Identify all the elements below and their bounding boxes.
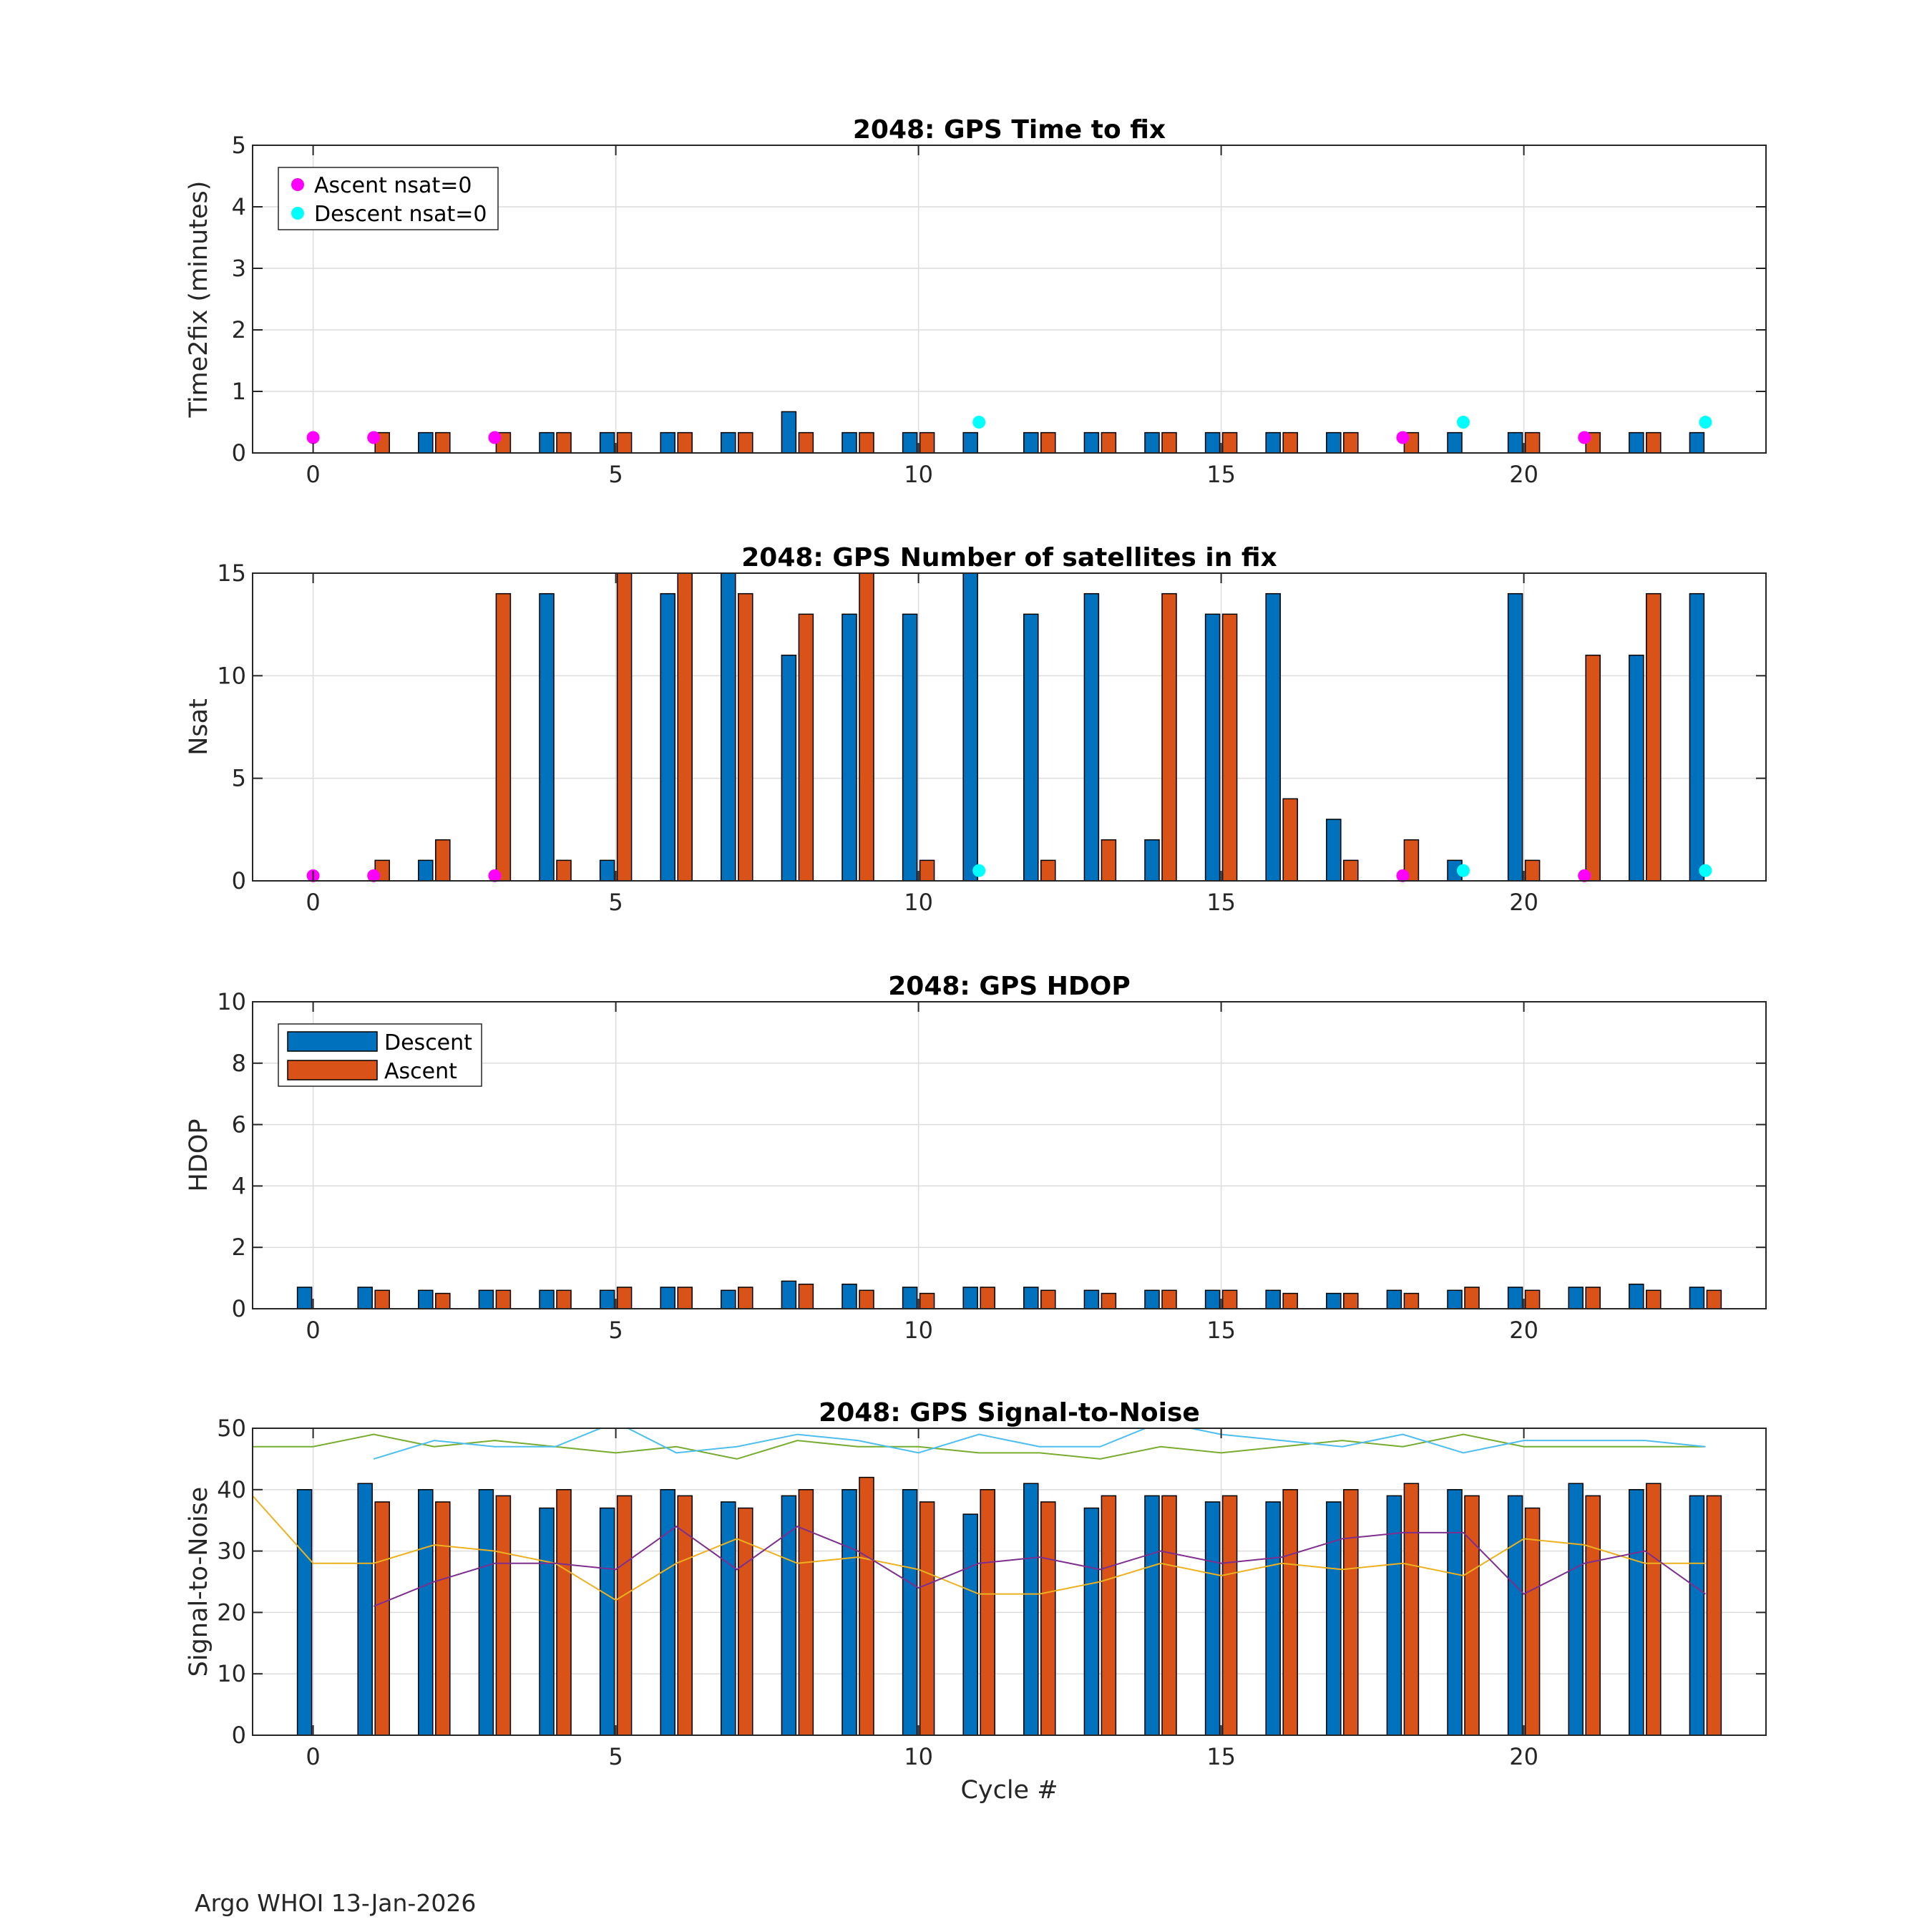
- descent-bar: [1689, 433, 1704, 453]
- ascent-bar: [1707, 1290, 1721, 1309]
- ascent-bar: [1283, 1490, 1297, 1735]
- descent-bar: [1206, 1502, 1220, 1735]
- descent-bar: [842, 1284, 857, 1309]
- descent-bar: [1084, 433, 1098, 453]
- descent-bar: [903, 1287, 917, 1309]
- y-tick-label: 40: [217, 1475, 246, 1503]
- ascent-bar: [859, 433, 874, 453]
- descent-bar: [1024, 1287, 1038, 1309]
- descent-bar: [963, 433, 977, 453]
- descent-bar: [1266, 1502, 1280, 1735]
- x-tick-label: 20: [1509, 1743, 1538, 1770]
- ascent-bar: [1646, 1290, 1661, 1309]
- descent-bar: [479, 1290, 493, 1309]
- descent-bar: [660, 594, 675, 881]
- ascent-bar: [496, 1290, 510, 1309]
- descent-bar: [600, 1290, 615, 1309]
- plot-area: [253, 573, 1766, 881]
- ascent-bar: [436, 840, 450, 881]
- ascent-bar: [1404, 1294, 1418, 1309]
- ascent-bar: [1162, 1496, 1176, 1735]
- x-tick-label: 10: [904, 1317, 933, 1344]
- ascent-bar: [1344, 1294, 1358, 1309]
- ascent-bar: [1041, 860, 1055, 881]
- descent-bar: [358, 1287, 372, 1309]
- y-tick-label: 10: [217, 1660, 246, 1688]
- ascent-bar: [1526, 1508, 1540, 1735]
- descent-bar: [1145, 1290, 1159, 1309]
- descent-bar: [600, 433, 615, 453]
- y-tick-label: 5: [231, 764, 246, 792]
- y-tick-label: 4: [231, 1172, 246, 1200]
- descent-bar: [781, 411, 796, 453]
- ascent-bar: [799, 1490, 813, 1735]
- y-tick-label: 5: [231, 132, 246, 159]
- ascent-bar: [1646, 433, 1661, 453]
- ascent-bar: [375, 1290, 389, 1309]
- x-tick-label: 5: [608, 461, 623, 488]
- descent-bar: [903, 433, 917, 453]
- descent-bar: [358, 1483, 372, 1735]
- chart-title: 2048: GPS Number of satellites in fix: [741, 543, 1277, 572]
- legend-label: Descent nsat=0: [314, 202, 487, 227]
- y-tick-label: 3: [231, 255, 246, 282]
- ascent-bar: [799, 614, 813, 881]
- y-tick-label: 2: [231, 316, 246, 343]
- descent-bar: [903, 614, 917, 881]
- ascent-bar: [859, 1290, 874, 1309]
- ascent-bar: [1586, 1287, 1600, 1309]
- descent-bar: [1266, 1290, 1280, 1309]
- descent-bar: [1206, 614, 1220, 881]
- descent-bar: [419, 860, 433, 881]
- y-tick-label: 2: [231, 1234, 246, 1262]
- ascent-bar: [1223, 433, 1237, 453]
- descent-bar: [1568, 1483, 1583, 1735]
- descent-bar: [1508, 433, 1523, 453]
- descent-bar: [963, 573, 977, 881]
- y-tick-label: 4: [231, 193, 246, 220]
- ascent-bar: [1101, 1294, 1116, 1309]
- ascent-bar: [678, 433, 692, 453]
- descent-bar: [419, 433, 433, 453]
- descent-bar: [660, 433, 675, 453]
- ascent-nsat0-marker: [307, 431, 320, 444]
- x-tick-label: 5: [608, 1317, 623, 1344]
- ascent-bar: [738, 1287, 753, 1309]
- y-tick-label: 0: [231, 867, 246, 894]
- x-tick-label: 10: [904, 889, 933, 916]
- ascent-bar: [920, 1294, 935, 1309]
- nsat-panel: [185, 543, 1766, 916]
- descent-nsat0-marker: [1457, 416, 1470, 429]
- descent-bar: [298, 1490, 312, 1735]
- legend-label: Descent: [384, 1030, 472, 1055]
- descent-bar: [781, 655, 796, 881]
- ascent-bar: [678, 573, 692, 881]
- ascent-bar: [1526, 860, 1540, 881]
- ascent-bar: [1101, 1496, 1116, 1735]
- x-tick-label: 15: [1206, 1317, 1236, 1344]
- descent-bar: [419, 1490, 433, 1735]
- ascent-bar: [1646, 594, 1661, 881]
- legend-ascent-nsat0-marker: [291, 178, 304, 191]
- ascent-bar: [1283, 433, 1297, 453]
- ascent-bar: [436, 1502, 450, 1735]
- chart-title: 2048: GPS Signal-to-Noise: [819, 1398, 1200, 1428]
- descent-bar: [842, 433, 857, 453]
- ascent-bar: [1526, 433, 1540, 453]
- ascent-bar: [920, 433, 935, 453]
- y-tick-label: 10: [217, 988, 246, 1015]
- descent-bar: [1689, 594, 1704, 881]
- descent-bar: [963, 1514, 977, 1735]
- x-tick-label: 15: [1206, 1743, 1236, 1770]
- descent-bar: [1508, 1287, 1523, 1309]
- ascent-bar: [557, 1290, 571, 1309]
- descent-bar: [660, 1287, 675, 1309]
- x-tick-label: 0: [306, 461, 321, 488]
- ascent-bar: [436, 1294, 450, 1309]
- x-tick-label: 20: [1509, 889, 1538, 916]
- legend-label: Ascent nsat=0: [314, 173, 472, 198]
- ascent-bar: [557, 433, 571, 453]
- descent-bar: [721, 1502, 736, 1735]
- y-tick-label: 30: [217, 1537, 246, 1565]
- ascent-bar: [799, 433, 813, 453]
- x-tick-label: 0: [306, 1317, 321, 1344]
- descent-nsat0-marker: [972, 416, 985, 429]
- ascent-bar: [1162, 433, 1176, 453]
- descent-bar: [1629, 1490, 1644, 1735]
- x-tick-label: 15: [1206, 461, 1236, 488]
- descent-bar: [721, 1290, 736, 1309]
- time-to-fix-panel: [185, 115, 1766, 488]
- x-tick-label: 0: [306, 889, 321, 916]
- y-tick-label: 15: [217, 560, 246, 587]
- y-tick-label: 6: [231, 1111, 246, 1138]
- ascent-bar: [1344, 433, 1358, 453]
- descent-bar: [842, 614, 857, 881]
- descent-bar: [1266, 594, 1280, 881]
- y-tick-label: 50: [217, 1415, 246, 1442]
- descent-bar: [1084, 1508, 1098, 1735]
- descent-bar: [1387, 1496, 1401, 1735]
- x-tick-label: 10: [904, 461, 933, 488]
- ascent-bar: [1344, 1490, 1358, 1735]
- descent-bar: [963, 1287, 977, 1309]
- legend-descent-nsat0-marker: [291, 207, 304, 220]
- descent-bar: [1327, 819, 1341, 881]
- ascent-bar: [678, 1287, 692, 1309]
- ascent-bar: [1101, 433, 1116, 453]
- x-tick-label: 0: [306, 1743, 321, 1770]
- ascent-bar: [618, 573, 632, 881]
- descent-bar: [1689, 1496, 1704, 1735]
- ascent-bar: [1586, 655, 1600, 881]
- ascent-bar: [859, 1478, 874, 1735]
- chart-title: 2048: GPS Time to fix: [852, 115, 1166, 145]
- descent-bar: [540, 433, 554, 453]
- ascent-bar: [738, 433, 753, 453]
- y-axis-label: Time2fix (minutes): [185, 180, 213, 418]
- ascent-bar: [799, 1284, 813, 1309]
- descent-bar: [1448, 433, 1462, 453]
- descent-bar: [1629, 433, 1644, 453]
- ascent-bar: [1526, 1290, 1540, 1309]
- legend: [278, 167, 498, 230]
- ascent-bar: [436, 433, 450, 453]
- ascent-bar: [496, 1496, 510, 1735]
- descent-bar: [1327, 1294, 1341, 1309]
- x-tick-label: 20: [1509, 461, 1538, 488]
- descent-bar: [1448, 1290, 1462, 1309]
- descent-bar: [1084, 1290, 1098, 1309]
- descent-bar: [540, 1290, 554, 1309]
- ascent-bar: [1404, 1483, 1418, 1735]
- descent-bar: [660, 1490, 675, 1735]
- ascent-bar: [738, 594, 753, 881]
- ascent-nsat0-marker: [488, 431, 501, 444]
- ascent-bar: [1344, 860, 1358, 881]
- ascent-bar: [1041, 1290, 1055, 1309]
- descent-bar: [1629, 655, 1644, 881]
- descent-bar: [1448, 1490, 1462, 1735]
- descent-bar: [1145, 1496, 1159, 1735]
- y-tick-label: 1: [231, 378, 246, 405]
- ascent-bar: [920, 860, 935, 881]
- descent-bar: [1508, 594, 1523, 881]
- descent-bar: [1327, 433, 1341, 453]
- snr-panel: [185, 1398, 1766, 1805]
- descent-bar: [540, 594, 554, 881]
- y-tick-label: 10: [217, 662, 246, 690]
- x-tick-label: 20: [1509, 1317, 1538, 1344]
- descent-bar: [419, 1290, 433, 1309]
- ascent-bar: [1223, 1290, 1237, 1309]
- ascent-bar: [1283, 1294, 1297, 1309]
- x-tick-label: 10: [904, 1743, 933, 1770]
- descent-bar: [1327, 1502, 1341, 1735]
- ascent-nsat0-marker: [1396, 431, 1409, 444]
- ascent-bar: [1041, 1502, 1055, 1735]
- ascent-bar: [1041, 433, 1055, 453]
- y-axis-label: Signal-to-Noise: [185, 1486, 213, 1677]
- ascent-bar: [1465, 1287, 1479, 1309]
- descent-bar: [1266, 433, 1280, 453]
- y-tick-label: 0: [231, 439, 246, 467]
- descent-bar: [1024, 1483, 1038, 1735]
- x-tick-label: 15: [1206, 889, 1236, 916]
- descent-bar: [781, 1281, 796, 1309]
- descent-nsat0-marker: [1699, 416, 1712, 429]
- descent-nsat0-marker: [1699, 864, 1712, 877]
- legend: [278, 1024, 482, 1086]
- descent-bar: [600, 1508, 615, 1735]
- descent-bar: [1629, 1284, 1644, 1309]
- y-tick-label: 20: [217, 1599, 246, 1626]
- legend-ascent-swatch: [288, 1060, 377, 1080]
- footer-text: Argo WHOI 13-Jan-2026: [195, 1889, 477, 1917]
- ascent-bar: [618, 433, 632, 453]
- ascent-bar: [1162, 594, 1176, 881]
- descent-bar: [1508, 1496, 1523, 1735]
- descent-bar: [1024, 614, 1038, 881]
- ascent-bar: [920, 1502, 935, 1735]
- descent-bar: [1689, 1287, 1704, 1309]
- ascent-nsat0-marker: [367, 431, 380, 444]
- descent-bar: [903, 1490, 917, 1735]
- ascent-bar: [496, 594, 510, 881]
- y-tick-label: 0: [231, 1722, 246, 1749]
- ascent-bar: [1162, 1290, 1176, 1309]
- descent-nsat0-marker: [972, 864, 985, 877]
- descent-bar: [1145, 433, 1159, 453]
- descent-bar: [1387, 1290, 1401, 1309]
- y-axis-label: HDOP: [185, 1118, 213, 1192]
- ascent-bar: [375, 1502, 389, 1735]
- ascent-bar: [1223, 1496, 1237, 1735]
- x-tick-label: 5: [608, 1743, 623, 1770]
- descent-bar: [600, 860, 615, 881]
- descent-bar: [1568, 1287, 1583, 1309]
- x-tick-label: 5: [608, 889, 623, 916]
- ascent-bar: [1586, 1496, 1600, 1735]
- ascent-bar: [1101, 840, 1116, 881]
- descent-bar: [1145, 840, 1159, 881]
- ascent-bar: [618, 1496, 632, 1735]
- descent-bar: [1024, 433, 1038, 453]
- legend-label: Ascent: [384, 1059, 457, 1084]
- descent-bar: [1206, 433, 1220, 453]
- descent-bar: [1084, 594, 1098, 881]
- chart-title: 2048: GPS HDOP: [888, 972, 1131, 1001]
- descent-bar: [479, 1490, 493, 1735]
- descent-bar: [1206, 1290, 1220, 1309]
- y-axis-label: Nsat: [185, 698, 213, 756]
- ascent-bar: [980, 1287, 995, 1309]
- descent-bar: [842, 1490, 857, 1735]
- hdop-panel: [185, 972, 1766, 1344]
- ascent-bar: [1223, 614, 1237, 881]
- y-tick-label: 0: [231, 1295, 246, 1322]
- ascent-bar: [1465, 1496, 1479, 1735]
- ascent-bar: [859, 573, 874, 881]
- ascent-bar: [557, 1490, 571, 1735]
- ascent-bar: [1707, 1496, 1721, 1735]
- descent-bar: [721, 433, 736, 453]
- ascent-bar: [618, 1287, 632, 1309]
- ascent-bar: [1646, 1483, 1661, 1735]
- ascent-bar: [557, 860, 571, 881]
- descent-nsat0-marker: [1457, 864, 1470, 877]
- descent-bar: [721, 573, 736, 881]
- ascent-bar: [980, 1490, 995, 1735]
- ascent-nsat0-marker: [1578, 431, 1591, 444]
- x-axis-label: Cycle #: [960, 1776, 1058, 1805]
- legend-descent-swatch: [288, 1032, 377, 1051]
- ascent-bar: [1283, 799, 1297, 881]
- descent-bar: [298, 1287, 312, 1309]
- y-tick-label: 8: [231, 1049, 246, 1077]
- descent-bar: [540, 1508, 554, 1735]
